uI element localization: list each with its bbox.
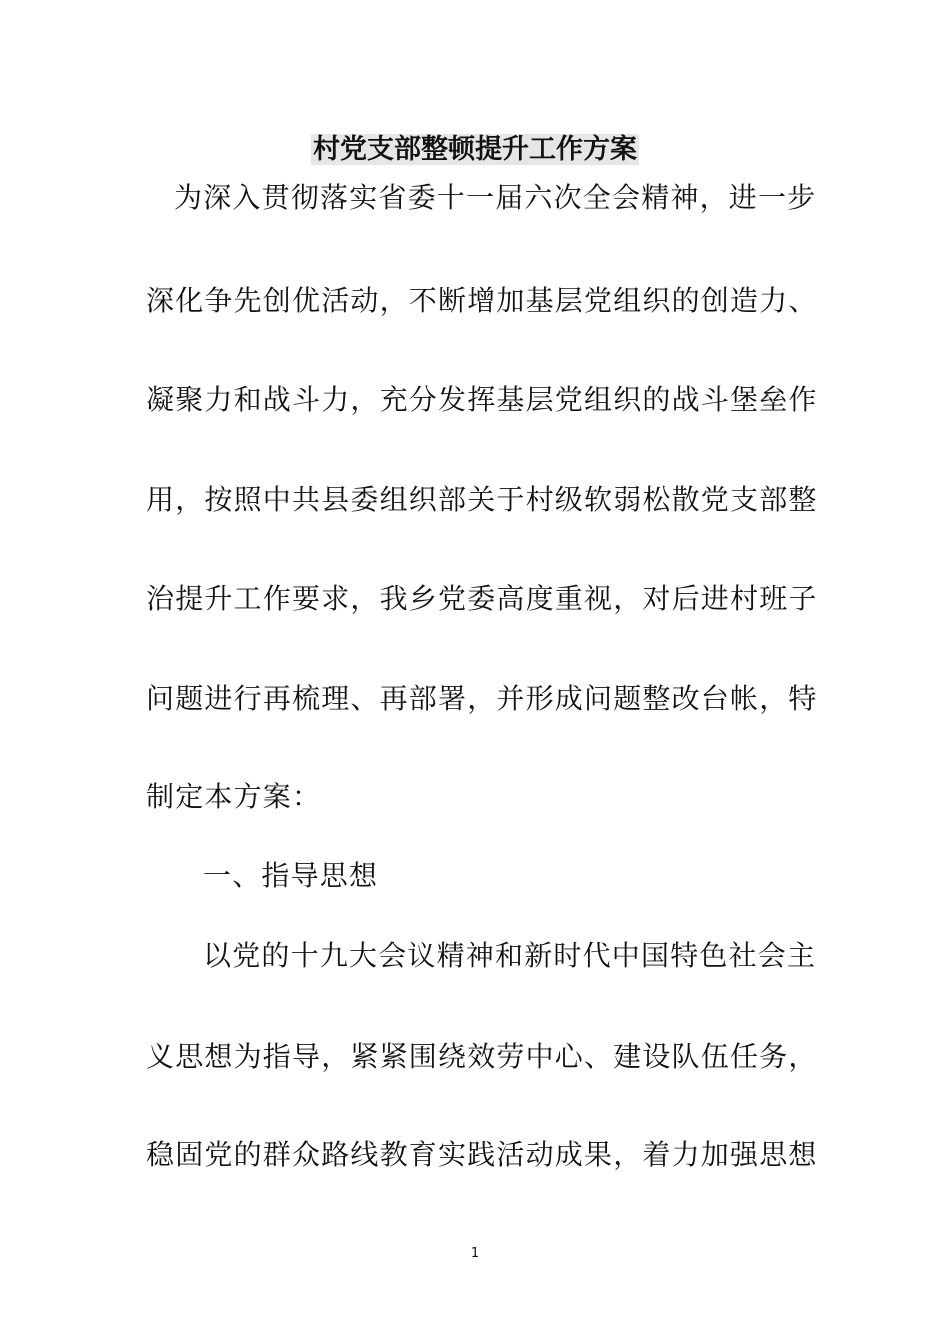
paragraph-line: 义思想为指导，紧紧围绕效劳中心、建设队伍任务， (146, 1040, 818, 1073)
paragraph-line: 用，按照中共县委组织部关于村级软弱松散党支部整 (146, 483, 818, 516)
paragraph-line: 深化争先创优活动，不断增加基层党组织的创造力、 (146, 284, 818, 317)
document-title (0, 130, 950, 170)
paragraph-line: 凝聚力和战斗力，充分发挥基层党组织的战斗堡垒作 (146, 383, 818, 416)
paragraph-line: 治提升工作要求，我乡党委高度重视，对后进村班子 (146, 582, 818, 615)
paragraph-line: 稳固党的群众路线教育实践活动成果，着力加强思想 (146, 1138, 818, 1171)
paragraph-line: 为深入贯彻落实省委十一届六次全会精神，进一步 (174, 181, 817, 214)
page-number: 1 (470, 1246, 480, 1261)
paragraph-line: 问题进行再梳理、再部署，并形成问题整改台帐，特 (146, 682, 818, 715)
section-heading: 一、指导思想 (203, 859, 379, 892)
paragraph-line: 以党的十九大会议精神和新时代中国特色社会主 (203, 939, 817, 972)
paragraph-line: 制定本方案： (146, 780, 322, 813)
document-title-text: 村党支部整顿提升工作方案 (313, 134, 637, 165)
